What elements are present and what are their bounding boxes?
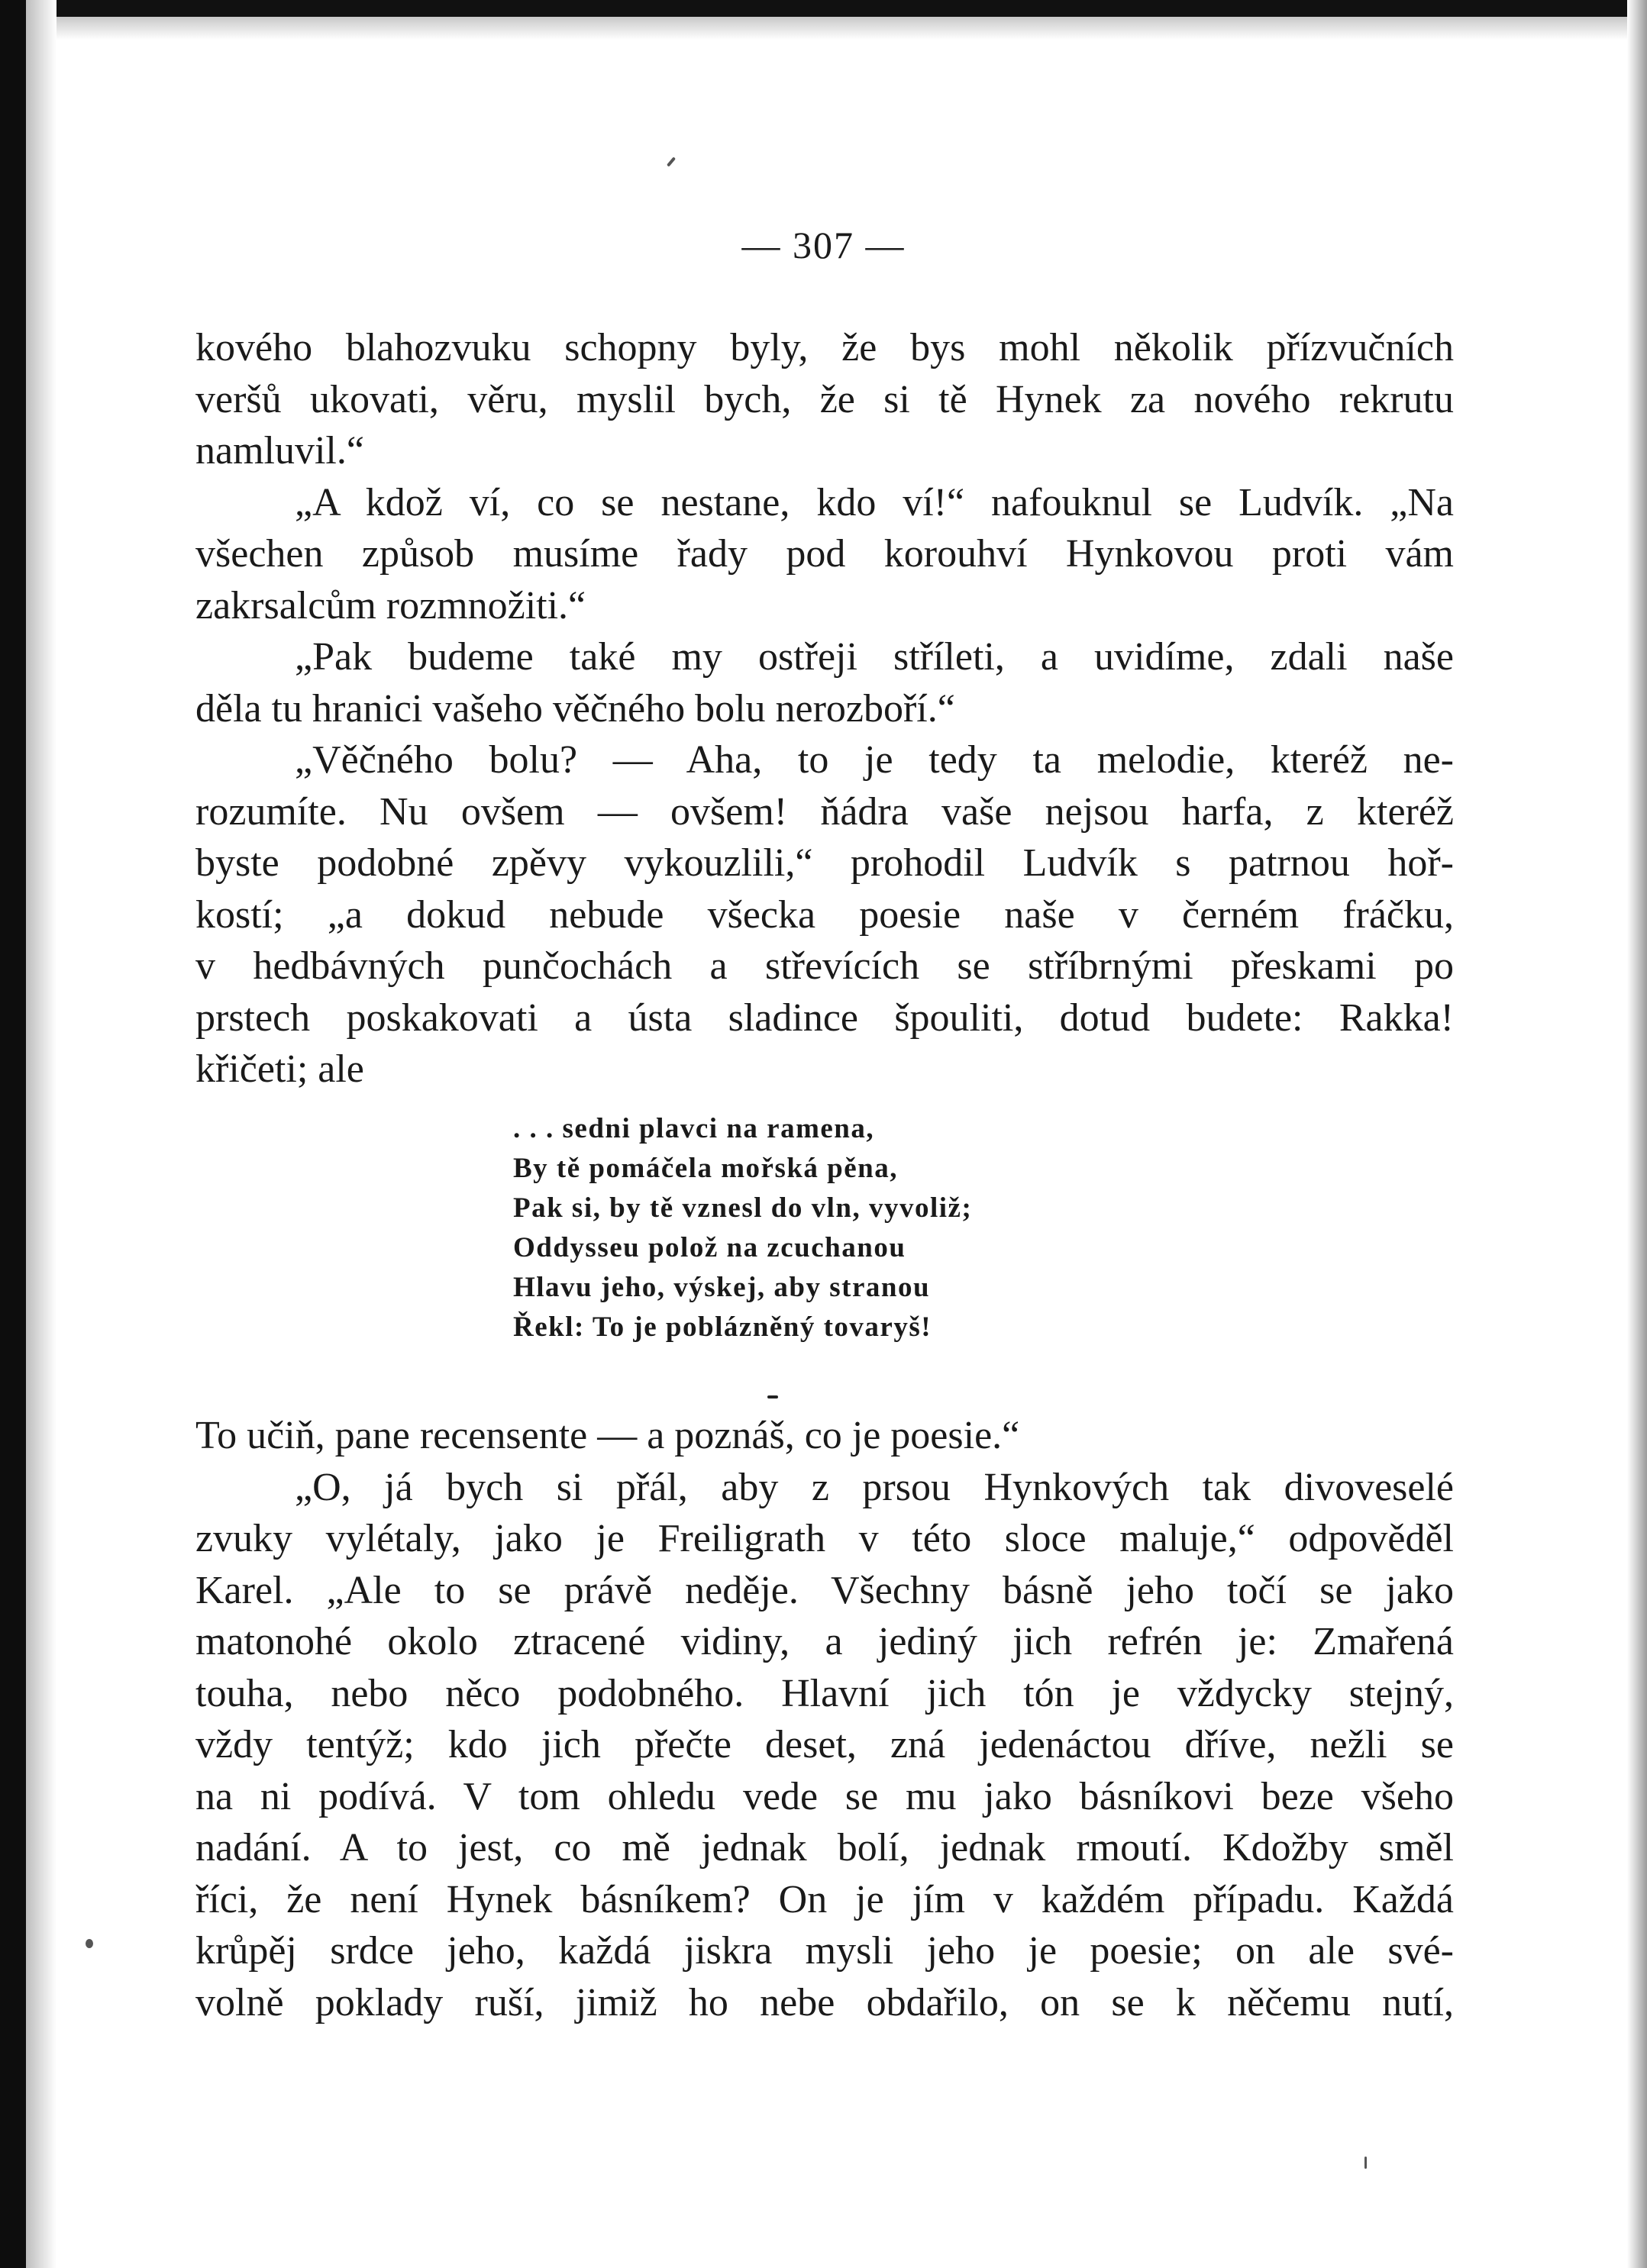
body-text-bottom [195,1410,1454,2028]
page-number: — 307 — [741,224,906,266]
poem-line: By tě pomáčela mořská pěna, [513,1153,898,1184]
text-line: krůpěj srdce jeho, každá jiskra mysli jeho je poesie; on ale své- [195,1929,1454,1973]
scan-speck [86,1939,93,1948]
text-line: kostí; „a dokud nebude všecka poesie naše v černém fráčku, [195,892,1454,937]
text-line: děla tu hranici vašeho věčného bolu nerozboří.“ [195,686,955,731]
scan-speck [767,1395,778,1399]
text-line: křičeti; ale [195,1047,364,1091]
text-line: „O, já bych si přál, aby z prsou Hynkových tak divoveselé [295,1465,1454,1509]
text-line: veršů ukovati, věru, myslil bych, že si tě Hynek za nového rekrutu [195,377,1454,421]
text-line: nadání. A to jest, co mě jednak bolí, jednak rmoutí. Kdožby směl [195,1826,1454,1870]
scan-border-left [0,0,26,2268]
poem-line: Řekl: To je poblázněný tovaryš! [513,1311,932,1343]
poem-line: Pak si, by tě vznesl do vln, vyvoliž; [513,1192,973,1224]
text-line: „A kdož ví, co se nestane, kdo ví!“ nafouknul se Ludvík. „Na [295,480,1454,524]
text-line: zakrsalcům rozmnožiti.“ [195,583,586,627]
text-line: rozumíte. Nu ovšem — ovšem! ňádra vaše nejsou harfa, z kteréž [195,789,1454,834]
text-line: matonohé okolo ztracené vidiny, a jediný jich refrén je: Zmařená [195,1620,1454,1663]
text-line: „Pak budeme také my ostřeji stříleti, a uvidíme, zdali naše [295,635,1454,679]
poem-line: Oddysseu polož na zcuchanou [513,1232,906,1263]
text-line: všechen způsob musíme řady pod korouhví Hynkovou proti vám [195,532,1454,576]
text-line: volně poklady ruší, jimiž ho nebe obdařilo, on se k něčemu nutí, [195,1980,1454,2024]
text-line: To učiň, pane recensente — a poznáš, co je poesie.“ [195,1414,1020,1457]
text-line: touha, nebo něco podobného. Hlavní jich tón je vždycky stejný, [195,1671,1454,1715]
text-line: vždy tentýž; kdo jich přečte deset, zná jedenáctou dříve, nežli se [195,1723,1454,1766]
scan-border-top [0,0,1647,17]
body-text-top [195,322,1454,1095]
scan-speck [1364,2157,1367,2169]
text-line: kového blahozvuku schopny byly, že bys mohl několik přízvučních [195,326,1454,369]
text-line: zvuky vylétaly, jako je Freiligrath v této sloce maluje,“ odpověděl [195,1517,1454,1560]
poem-line: . . . sedni plavci na ramena, [513,1113,875,1144]
text-line: namluvil.“ [195,429,364,473]
text-line: byste podobné zpěvy vykouzlili,“ prohodil Ludvík s patrnou hoř- [195,841,1454,885]
scan-border-right [1627,0,1647,2268]
text-line: prstech poskakovati a ústa sladince špouliti, dotud budete: Rakka! [195,995,1454,1040]
text-line: v hedbávných punčochách a střevících se stříbrnými přeskami po [195,944,1454,988]
text-line: říci, že není Hynek básníkem? On je jím v každém případu. Každá [195,1877,1454,1921]
text-line: Karel. „Ale to se právě neděje. Všechny básně jeho točí se jako [195,1568,1454,1612]
text-line: „Věčného bolu? — Aha, to je tedy ta melodie, kteréž ne- [295,738,1454,782]
text-line: na ni podívá. V tom ohledu vede se mu jako básníkovi beze všeho [195,1774,1454,1818]
scan-speck [667,156,676,166]
poem-block [513,1109,972,1347]
poem-line: Hlavu jeho, výskej, aby stranou [513,1272,931,1303]
